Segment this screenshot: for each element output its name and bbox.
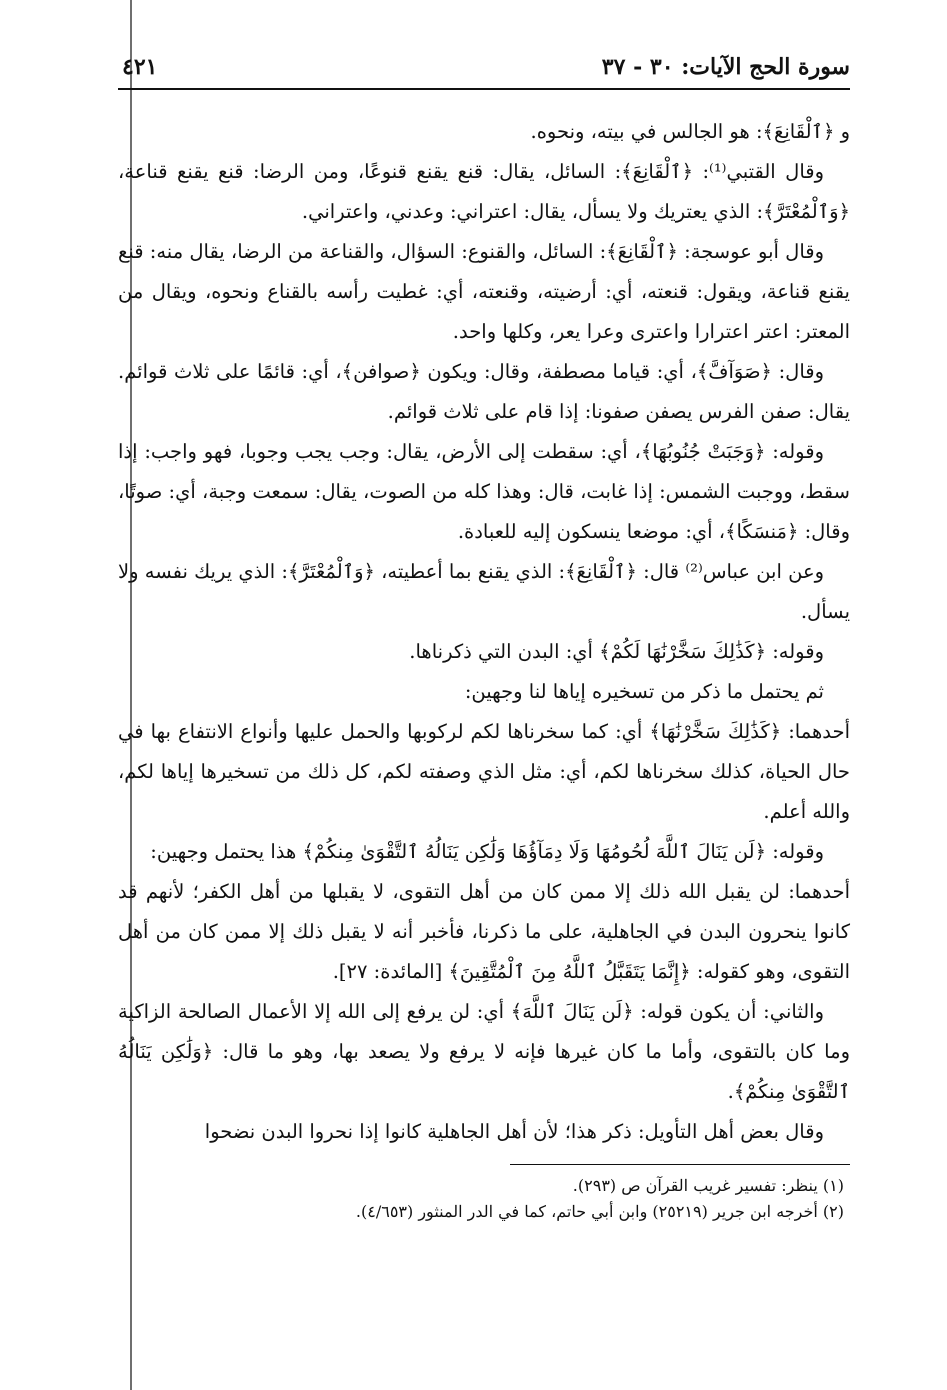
footnote-separator — [510, 1164, 850, 1165]
paragraph: وقال بعض أهل التأويل: ذكر هذا؛ لأن أهل الجاهلية كانوا إذا نحروا البدن نضحوا — [204, 1120, 824, 1143]
paragraph: وقوله: ﴿لَن يَنَالَ ٱللَّهَ لُحُومُهَا وَلَا دِمَآؤُهَا وَلَٰكِن يَنَالُهُ ٱلتَّقْوَىٰ مِنكُمْ﴾ هذا يحتمل وجهين: — [150, 840, 824, 863]
page-header — [118, 52, 850, 90]
footnote: (١) ينظر: تفسير غريب القرآن ص (٢٩٣). — [572, 1176, 844, 1195]
paragraph: وقوله: ﴿كَذَٰلِكَ سَخَّرْنَٰهَا لَكُمْ﴾ أي: البدن التي ذكرناها. — [409, 640, 824, 663]
paragraph: وقال: ﴿صَوَآفَّ﴾، أي: قياما مصطفة، وقال: ويكون ﴿صوافن﴾، أي: قائمًا على ثلاث قوائم. يقال: صفن الفرس يصفن صفونا: إذا قام على ثلاث قوائم. — [118, 360, 850, 423]
paragraph: و ﴿ٱلْقَانِعَ﴾: هو الجالس في بيته، ونحوه. — [530, 120, 850, 143]
paragraph: وقال أبو عوسجة: ﴿ٱلْقَانِعَ﴾: السائل، والقنوع: السؤال، والقناعة من الرضا، يقال منه: قنع يقنع قناعة، ويقول: قنعته، أي: أرضيته، وقنعته، أي: غطيت رأسه بالقناع ونحوه، ويقال من المعتر: اعتر اعترارا واعترى وعرا يعر، وكلها واحد. — [118, 240, 850, 343]
footnote: (٢) أخرجه ابن جرير (٢٥٢١٩) وابن أبي حاتم، كما في الدر المنثور (٤/٦٥٣). — [355, 1202, 844, 1221]
footnotes — [118, 1173, 850, 1225]
paragraph: وعن ابن عباس⁽²⁾ قال: ﴿ٱلْقَانِعَ﴾: الذي يقنع بما أعطيته، ﴿وَٱلْمُعْتَرَّ﴾: الذي يريك نفسه ولا يسأل. — [118, 560, 850, 623]
paragraph: والثاني: أن يكون قوله: ﴿لَن يَنَالَ ٱللَّهَ﴾ أي: لن يرفع إلى الله إلا الأعمال الصالحة الزاكية وما كان بالتقوى، وأما ما كان غيرها فإنه لا يرفع ولا يصعد بها، وهو ما قال: ﴿وَلَٰكِن يَنَالُهُ ٱلتَّقْوَىٰ مِنكُمْ﴾. — [118, 1000, 850, 1103]
paragraph: وقوله: ﴿وَجَبَتْ جُنُوبُهَا﴾، أي: سقطت إلى الأرض، يقال: وجب يجب وجوبا، فهو واجب: إذا سقط، ووجبت الشمس: إذا غابت، قال: وهذا كله من الصوت، يقال: سمعت وجبة، أي: صوتًا، وقال: ﴿مَنسَكًا﴾، أي: موضعا ينسكون إليه للعبادة. — [118, 440, 850, 543]
paragraph: ثم يحتمل ما ذكر من تسخيره إياها لنا وجهين: — [464, 680, 824, 703]
page-number: ٤٢١ — [122, 54, 158, 80]
paragraph: وقال القتبي⁽¹⁾: ﴿ٱلْقَانِعَ﴾: السائل، يقال: قنع يقنع قنوعًا، ومن الرضا: قنع يقنع قناعة، ﴿وَٱلْمُعْتَرَّ﴾: الذي يعتريك ولا يسأل، يقال: اعتراني: وعدني، واعتراني. — [118, 160, 850, 223]
paragraph: أحدهما: ﴿كَذَٰلِكَ سَخَّرْنَٰهَا﴾ أي: كما سخرناها لكم لركوبها والحمل عليها وأنواع الانتفاع بها في حال الحياة، كذلك سخرناها لكم، أي: مثل الذي وصفته لكم، كل ذلك من تسخيرها إياها لكم، والله أعلم. — [118, 720, 850, 823]
book-page — [118, 52, 850, 1352]
running-title: سورة الحج الآيات: ٣٠ - ٣٧ — [601, 54, 850, 80]
main-text — [118, 112, 850, 1152]
paragraph: أحدهما: لن يقبل الله ذلك إلا ممن كان من أهل التقوى، لا يقبلها من أهل الكفر؛ لأنهم قد كانوا ينحرون البدن في الجاهلية، على ما ذكرنا، فأخبر أنه لا يقبل ذلك إلا ممن كان من أهل التقوى، وهو كقوله: ﴿إِنَّمَا يَتَقَبَّلُ ٱللَّهُ مِنَ ٱلْمُتَّقِينَ﴾ [المائدة: ٢٧]. — [118, 880, 850, 983]
